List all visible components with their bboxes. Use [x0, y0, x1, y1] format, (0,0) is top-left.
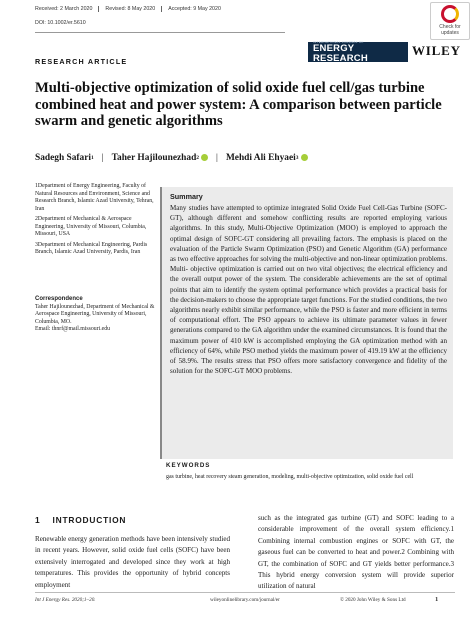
section-title: INTRODUCTION	[52, 515, 127, 525]
check-updates-label: Check for updates	[439, 24, 461, 36]
journal-logo-small: INTERNATIONAL JOURNAL OF	[313, 40, 364, 44]
summary-text: Many studies have attempted to optimize integrated Solid Oxide Fuel Cell-Gas Turbine (SOFC-GT), although different and somehow conflicting results are reported employing various algorithms. In this study, Multi-Objective Optimization (MOO) is employed to approach the optimal design of SOFC-GT considering all prevailing factors. The emphasis is placed on the evaluation of the Particle Swarm Optimization (PSO) and Genetic Algorithm (GA) performance as two effective approaches for solving the multi-objective and non-linear optimization problems. Multi- objective optimization is carried out on two vital objectives; the electrical efficiency and the overall output power of the system. The considerable achievements are the set of optimal points that aim to identify the system optimal performance which provides a practical basis for the decision-makers to choose the appropriate target functions. For the studied conditions, the two algorithms nearly exhibit similar performance, while the PSO is faster and more efficient in terms of computational effort. The PSO appears to achieve its ultimate parameter values in fewer generations compared to the GA algorithm under the examined circumstances. It is found that the maximum power of 410 kW is accomplished employing the GA optimization method with an efficiency of 64%, while PSO method yields the maximum power of 419.19 kW at the efficiency of 58.9%. The results stress that PSO offers more satisfactory convergence and fidelity of the solution for the SOFC-GT MOO problems.	[170, 204, 447, 376]
footer-rule	[35, 592, 455, 593]
keywords-heading: KEYWORDS	[166, 462, 211, 469]
journal-logo[interactable]	[308, 42, 408, 62]
correspondence-text: Taher Hajilounezhad, Department of Mechanical & Aerospace Engineering, University of Missouri, Columbia, MO.	[35, 303, 155, 325]
intro-text-left: Renewable energy generation methods have been intensively studied in recent years. However, solid oxide fuel cells (SOFC) have been extensively interrogated and developed since they work at high temperatures. This provides the opportunity of hybrid concepts employment	[35, 535, 230, 589]
publisher-logo[interactable]: WILEY	[412, 43, 461, 58]
header-rule	[35, 32, 285, 33]
author-name[interactable]: Mehdi Ali Ehyaei	[225, 153, 296, 163]
received-date: Received: 2 March 2020	[35, 6, 93, 12]
section-number: 1	[35, 515, 41, 525]
journal-url[interactable]: wileyonlinelibrary.com/journal/er	[210, 597, 280, 603]
abstract-box	[160, 187, 453, 459]
keywords-text: gas turbine, heat recovery steam generation, modeling, multi-objective optimization, solid oxide fuel cell	[166, 474, 414, 480]
journal-logo-name: ENERGY RESEARCH	[313, 43, 368, 64]
page-number: 1	[435, 596, 439, 603]
section-heading-introduction	[35, 515, 126, 525]
correspondence	[35, 296, 155, 334]
intro-text-right: such as the integrated gas turbine (GT) and SOFC leading to a considerable improvement of the overall system efficiency.1 Combining internal combustion engines or SOFC with GT, the gaseous fuel can be converted to heat and power.2 Combining with GT, the combination of SOFC and GT yields better performance.3 This hybrid energy conversion system will provide superior utilization of natural	[258, 514, 454, 591]
crossmark-icon	[441, 5, 459, 23]
orcid-icon[interactable]	[201, 154, 208, 161]
author-name[interactable]: Sadegh Safari	[35, 153, 91, 163]
affiliation: 3Department of Mechanical Engineering, Pardis Branch, Islamic Azad University, Pardis, Iran	[35, 241, 148, 255]
doi[interactable]: DOI: 10.1002/er.5610	[35, 20, 86, 26]
journal-reference: Int J Energy Res. 2020;1–20.	[35, 597, 96, 603]
affiliations	[35, 183, 155, 260]
orcid-icon[interactable]	[301, 154, 308, 161]
correspondence-email[interactable]: Email: thnrf@mail.missouri.edu	[35, 326, 111, 332]
summary-heading: Summary	[170, 192, 203, 201]
revised-date: Revised: 8 May 2020	[105, 6, 156, 12]
accepted-date: Accepted: 9 May 2020	[168, 6, 221, 12]
correspondence-head: Correspondence	[35, 296, 83, 302]
affiliation: 1Department of Energy Engineering, Faculty of Natural Resources and Environment, Science and Research Branch, Islamic Azad University, Tehran, Iran	[35, 183, 154, 212]
author-name[interactable]: Taher Hajilounezhad	[111, 153, 197, 163]
copyright: © 2020 John Wiley & Sons Ltd	[340, 597, 406, 603]
check-for-updates-badge[interactable]	[430, 2, 470, 40]
article-type: RESEARCH ARTICLE	[35, 57, 128, 66]
author-list: Sadegh Safari 1 | Taher Hajilounezhad 2 | Mehdi Ali Ehyaei 3	[35, 153, 308, 163]
article-history	[35, 6, 221, 12]
affiliation: 2Department of Mechanical & Aerospace Engineering, University of Missouri, Columbia, Missouri, USA	[35, 216, 147, 237]
paper-title: Multi-objective optimization of solid oxide fuel cell/gas turbine combined heat and power system: A comparison between particle swarm and genetic algorithms	[35, 80, 442, 129]
